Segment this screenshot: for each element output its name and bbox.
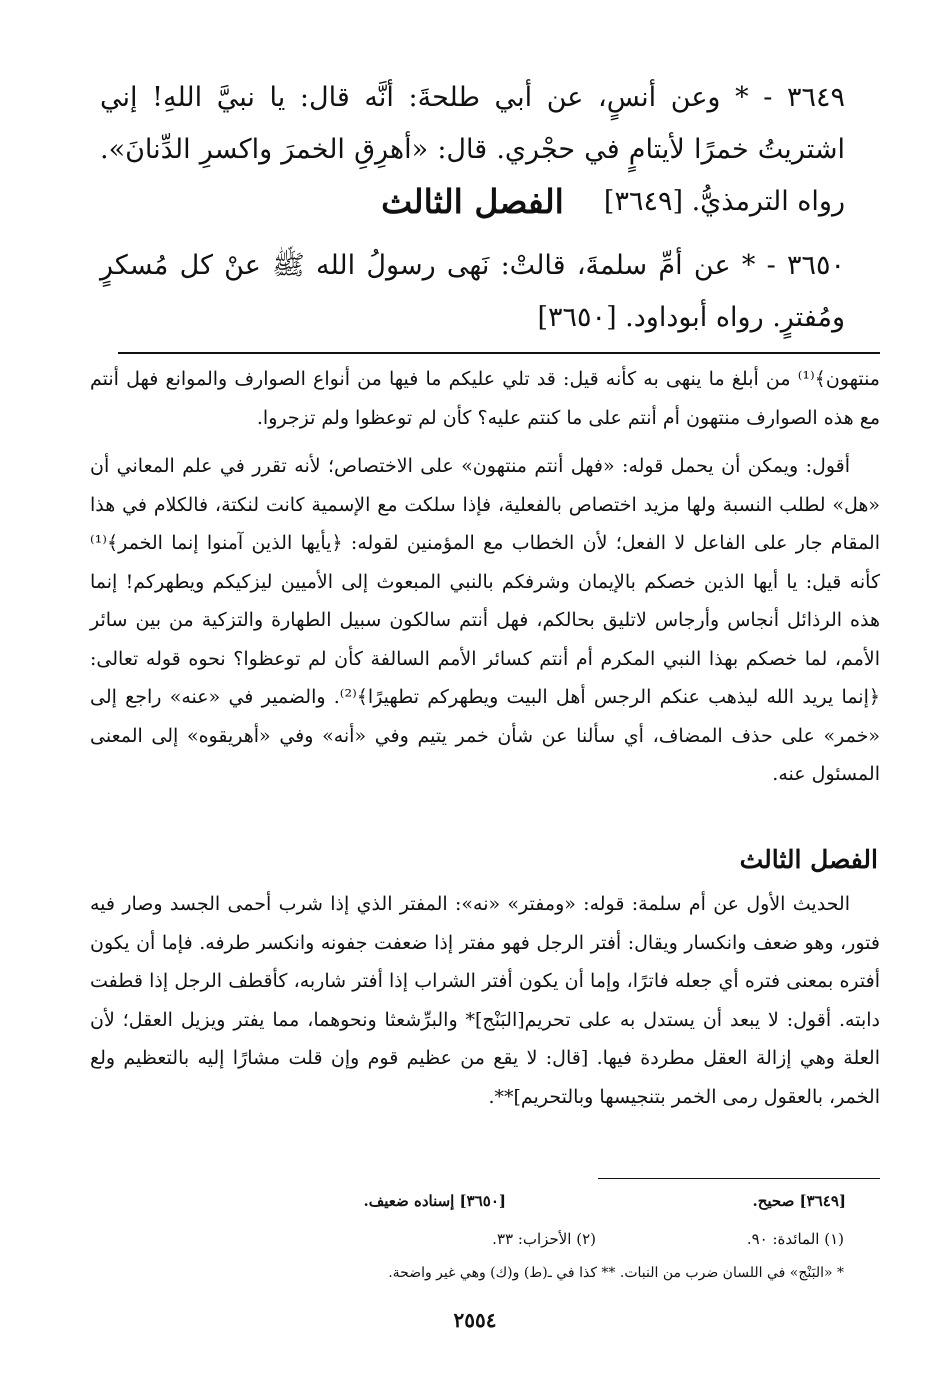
footnote-grade: [٣٦٤٩] صحيح. [752,1192,846,1210]
hadith-3649: ٣٦٤٩ - * وعن أنسٍ، عن أبي طلحةَ: أنَّه قال: يا نبيَّ اللهِ! إني اشتريتُ خمرًا لأيتامٍ في حجْري. قال: «أهرِقِ الخمرَ واكسرِ الدِّنانَ». رواه الترمذيُّ. [٣٦٤٩] [100,82,845,217]
footnote-divider [598,1178,880,1179]
commentary-paragraph: الحديث الأول عن أم سلمة: قوله: «ومفتر» «نه»: المفتر الذي إذا شرب أحمى الجسد وصار فيه فتور، وهو ضعف وانكسار ويقال: أفتر الرجل فهو مفتر إذا ضعفت جفونه وانكسر طرفه. فإما أن يكون أفتره بمعنى فتره أي جعله فاترًا، وإما أن يكون أفتر الشراب إذا أفتر شاربه، كأقطف الرجل إذا قطفت دابته. أقول: لا يبعد أن يستدل به على تحريم[البَنْج]* والبرِّشعثا ونحوهما، مما يفتر ويزيل العقل؛ لأن العلة وهي إزالة العقل مطردة فيها. [قال: لا يقع من عظيم قوم وإن قلت مشارًا إليه بالتعظيم ولع الخمر، بالعقول رمى الخمر بتنجيسها وبالتحريم]**. [90,893,880,1108]
footnote-grade: [٣٦٥٠] إسناده ضعيف. [363,1192,506,1210]
commentary-section-title: الفصل الثالث [739,845,878,874]
page-number: ٢٥٥٤ [453,1308,497,1332]
footnote-reference: (٢) الأحزاب: ٣٣. [492,1230,596,1248]
hadith-3650: ٣٦٥٠ - * عن أمِّ سلمةَ، قالتْ: نَهى رسولُ الله ﷺ عنْ كل مُسكرٍ ومُفترٍ. رواه أبوداود. [٣٦٥٠] [100,250,845,333]
footnote-reference: (١) المائدة: ٩٠. [746,1230,844,1248]
footnote-note: * «البَنْج» في اللسان ضرب من النبات. ** كذا في ـ(ط) و(ك) وهي غير واضحة. [388,1265,844,1281]
section-title: الفصل الثالث [381,182,564,221]
commentary [90,360,880,804]
commentary-paragraph: أقول: ويمكن أن يحمل قوله: «فهل أنتم منتهون» على الاختصاص؛ لأنه تقرر في علم المعاني أن «هل» لطلب النسبة ولها مزيد اختصاص بالفعلية، فإذا سلكت مع الإسمية كانت لنكتة، فالكلام في هذا المقام جار على الفاعل لا الفعل؛ لأن الخطاب مع المؤمنين لقوله: ﴿يأيها الذين آمنوا إنما الخمر﴾⁽¹⁾ كأنه قيل: يا أيها الذين خصكم بالإيمان وشرفكم بالنبي المبعوث إلى الأميين ليزكيكم ويطهركم! إنما هذه الرذائل أنجاس وأرجاس لاتليق بحالكم، فهل أنتم سالكون سبيل الطهارة والتزكية من بين سائر الأمم، لما خصكم بهذا النبي المكرم أم أنتم كسائر الأمم السالفة كأن لم توعظوا؟ نحوه قوله تعالى: ﴿إنما يريد الله ليذهب عنكم الرجس أهل البيت ويطهركم تطهيرًا﴾⁽²⁾. والضمير في «عنه» راجع إلى «خمر» على حذف المضاف، أي سألنا عن شأن خمر يتيم وفي «أنه» وفي «أهريقوه» إلى المعنى المسئول عنه. [90,455,881,785]
commentary-paragraph: منتهون﴾⁽¹⁾ من أبلغ ما ينهى به كأنه قيل: قد تلي عليكم ما فيها من أنواع الصوارف والموانع فهل أنتم مع هذه الصوارف منتهون أم أنتم على ما كنتم عليه؟ كأن لم توعظوا ولم تزجروا. [90,368,880,429]
main-divider [118,352,880,354]
